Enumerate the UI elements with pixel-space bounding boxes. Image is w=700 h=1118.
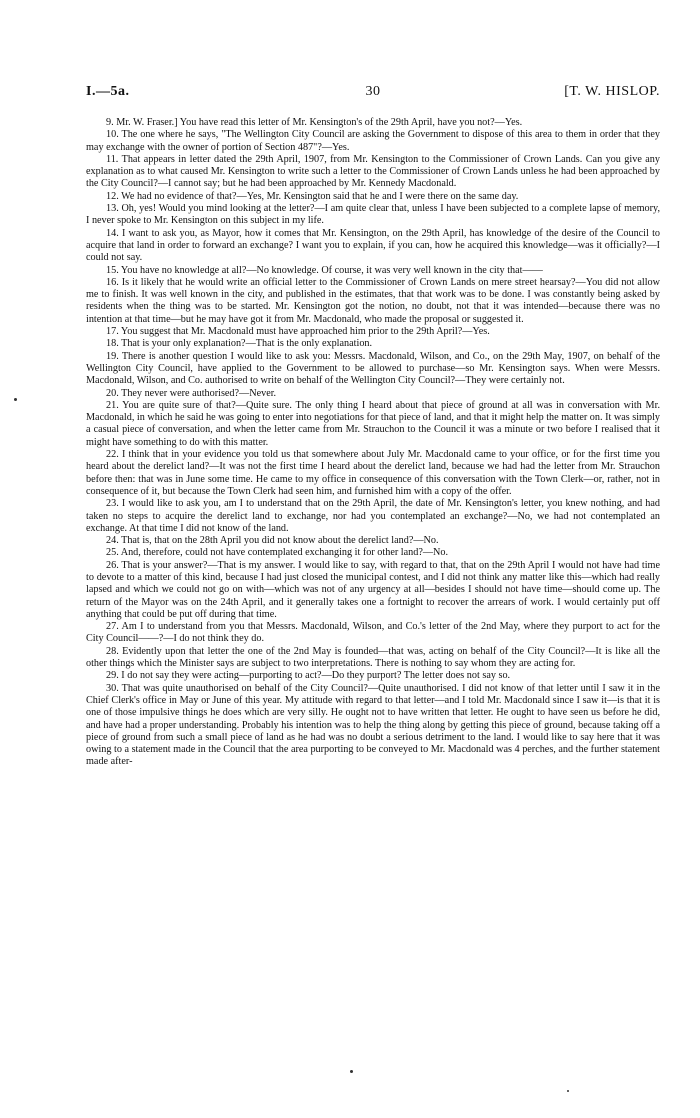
paragraph-10: 10. The one where he says, "The Wellington City Council are asking the Government to dispose of this area to them in order that they may exchange with the owner of portion of Section 487"?—Yes. [86,129,660,153]
paragraph-13: 13. Oh, yes! Would you mind looking at the letter?—I am quite clear that, unless I have been subjected to a complete lapse of memory, I never spoke to Mr. Kensington on this subject in my life. [86,203,660,227]
paragraph-24: 24. That is, that on the 28th April you did not know about the derelict land?—No. [106,535,439,547]
page-header [86,84,660,104]
paragraph-11: 11. That appears in letter dated the 29th April, 1907, from Mr. Kensington to the Commissioner of Crown Lands. Can you give any explanation as to what caused Mr. Kensington to write such a letter to the Commissioner of Crown Lands unless he had been approached by the City Council?—I cannot say; but he had been approached by Mr. Kennedy Macdonald. [86,153,660,190]
paragraph-25: 25. And, therefore, could not have contemplated exchanging it for other land?—No. [106,547,449,559]
paragraph-18: 18. That is your only explanation?—That is the only explanation. [106,338,373,350]
paragraph-30: 30. That was quite unauthorised on behalf of the City Council?—Quite unauthorised. I did not know of that letter until I saw it in the Chief Clerk's office in May or June of this year. My attitude with regard to that letter—and I told Mr. Macdonald since I saw it—is that it is one of those impulsive things he does which are very silly. He ought not to have written that letter. He ought to have seen us before he did, and have had a proper understanding. Probably his intention was to help the thing along by getting this piece of ground, because taking off a piece of ground from such a small piece of land as he had was no doubt a serious detriment to the land. I would like to say here that it was owing to a statement made in the Council that the area purporting to be conveyed to Mr. Macdonald was 4 perches, and the further statement made after- [86,682,660,768]
paragraph-27: 27. Am I to understand from you that Messrs. Macdonald, Wilson, and Co.'s letter of the 2nd May, where they purport to act for the City Council——?—I do not think they do. [86,621,660,645]
paragraph-23: 23. I would like to ask you, am I to understand that on the 29th April, the date of Mr. Kensington's letter, you knew nothing, and had taken no steps to acquire the derelict land to exchange, nor had you contemplated an exchange?—No, we had not contemplated an exchange. At that time I did not know of the land. [86,498,660,534]
paragraph-17: 17. You suggest that Mr. Macdonald must have approached him prior to the 29th April?—Yes. [106,326,490,338]
paragraph-21: 21. You are quite sure of that?—Quite sure. The only thing I heard about that piece of ground at all was in conversation with Mr. Macdonald, in which he said he was going to enter into negotiations for that piece of land, and that it might help the matter on. It was simply a casual piece of conversation, and when the letter came from Mr. Strauchon to the Council it was a minute or two before I realised that it might have something to do with this matter. [86,399,660,448]
paragraph-15: 15. You have no knowledge at all?—No knowledge. Of course, it was very well known in the city that—— [106,264,543,276]
witness-name: [T. W. HISLOP. [564,84,660,99]
paragraph-9: 9. Mr. W. Fraser.] You have read this letter of Mr. Kensington's of the 29th April, have you not?—Yes. [106,117,523,128]
paragraph-14: 14. I want to ask you, as Mayor, how it comes that Mr. Kensington, on the 29th April, has knowledge of the desire of the Council to acquire that land in order to forward an exchange? I want you to explain, if you can, how he acquired this knowledge—was it officially?—I could not say. [86,227,660,264]
paragraph-20: 20. They never were authorised?—Never. [106,387,277,399]
scan-speck [350,1070,353,1073]
paragraph-22: 22. I think that in your evidence you told us that somewhere about July Mr. Macdonald came to your office, or for the first time you heard about the derelict land?—It was not the first time I heard about the derelict land, because we had had the letter from Mr. Strauchon before then: that was in June some time. He came to my office in consequence of this conversation with the Town Clerk—or, rather, not in consequence of it, but because the Town Clerk had seen him, and furnished him with a copy of the offer. [86,449,660,497]
paragraph-29: 29. I do not say they were acting—purporting to act?—Do they purport? The letter does not say so. [106,670,511,682]
paper-reference: I.—5a. [86,84,130,99]
scan-speck [567,1090,569,1092]
paragraph-12: 12. We had no evidence of that?—Yes, Mr. Kensington said that he and I were there on the same day. [106,190,519,202]
page-number: 30 [365,84,381,99]
paragraph-19: 19. There is another question I would like to ask you: Messrs. Macdonald, Wilson, and Co., on the 29th May, 1907, on behalf of the Wellington City Council, have applied to the Government to be allowed to purchase—so Mr. Kensington says. When were Messrs. Macdonald, Wilson, and Co. authorised to write on behalf of the Wellington City Council?—They were certainly not. [86,350,660,387]
paragraph-26: 26. That is your answer?—That is my answer. I would like to say, with regard to that, that on the 29th April I would not have had time to devote to a matter of this kind, because I had just closed the municipal contest, and I did not think any matter like this—which had really lapsed and which we could not go on with—which was not of any urgency at all—besides I should not have time—should come up. The return of the Mayor was on the 24th April, and it generally takes one a fortnight to recover the arrears of work. I would certainly put off anything that could be put off during that time. [86,559,660,620]
paragraph-16: 16. Is it likely that he would write an official letter to the Commissioner of Crown Lands on mere street hearsay?—You did not allow me to finish. It was well known in the city, and published in the estimates, that that work was to be done. I was constantly being asked by residents when the thing was to be started. Mr. Kensington got the notion, no doubt, not that it was intended—because there was no intention at that time—but he may have got it from Mr. Macdonald, who made the proposal or suggested it. [86,276,660,325]
paragraph-28: 28. Evidently upon that letter the one of the 2nd May is founded—that was, acting on behalf of the City Council?—It is like all the other things which the Minister says are subject to two interpretations. There is nothing to say whom they are acting for. [86,645,660,670]
scan-speck [14,398,17,401]
testimony-body [86,117,660,769]
